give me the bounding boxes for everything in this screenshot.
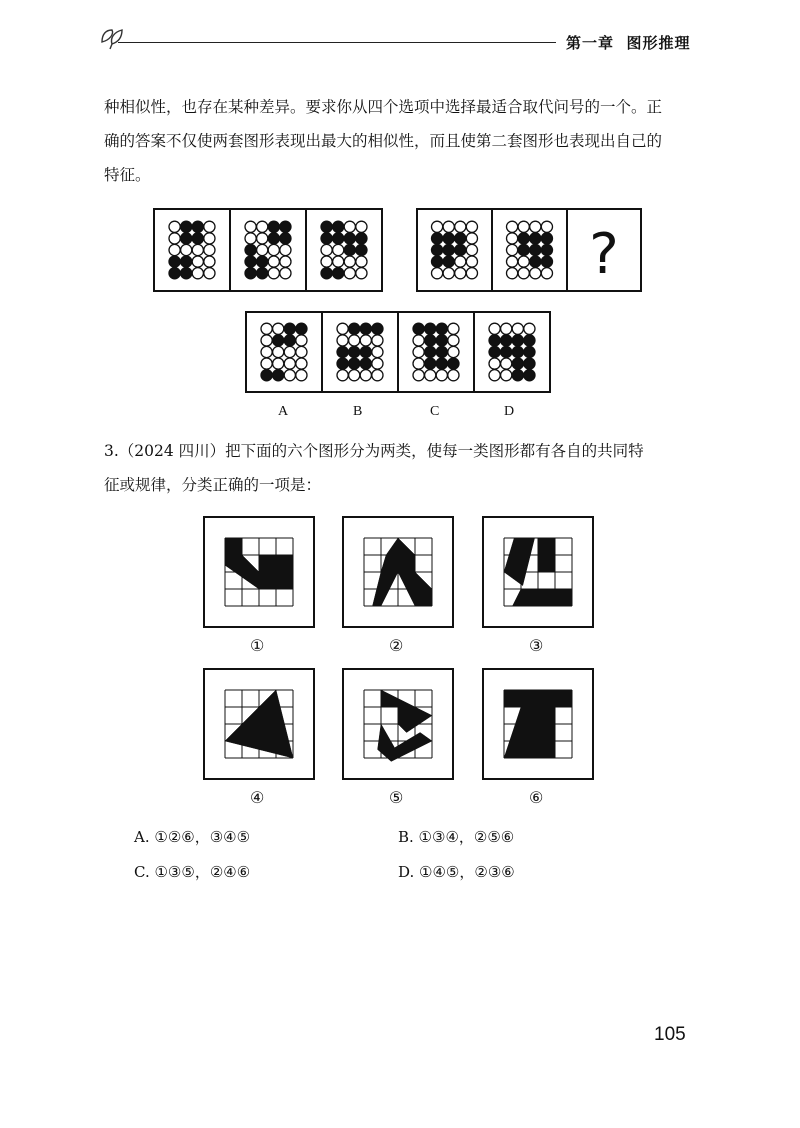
sprout-icon [96,22,126,50]
q2-set2-panel2-dot [541,244,552,255]
q2-set2-panel2-dot [507,256,518,267]
q2-set1-panel3-dot [321,233,332,244]
q2-option-c-panel-dot [448,323,459,334]
q2-option-b-panel-dot [349,346,360,357]
q2-set1-panel2-dot [280,256,291,267]
q2-option-a-panel-dot [296,370,307,381]
q2-option-d-panel-dot [501,346,512,357]
q2-option-b-panel-dot [349,358,360,369]
q2-option-a-panel-dot [261,370,272,381]
q2-option-c-panel-dot [413,335,424,346]
q2-set2-panel2-dot [530,256,541,267]
q2-option-b-panel-dot [360,358,371,369]
q2-option-b-panel-dot [349,335,360,346]
q2-set2-panel2-dot [507,221,518,232]
intro-line-2: 确的答案不仅使两套图形表现出最大的相似性，而且使第二套图形也表现出自己的 [104,132,663,150]
q2-option-c-panel-dot [413,323,424,334]
q2-option-a-panel-dot [296,358,307,369]
q2-option-c-panel-dot [448,335,459,346]
q2-option-label-a: A [278,404,289,419]
q2-option-b-panel-dot [372,335,383,346]
q2-set2-panel2-dot [541,233,552,244]
q2-set1-panel3-dot [344,268,355,279]
q2-set1-panel3-dot [321,268,332,279]
q2-option-b-panel-dot [372,370,383,381]
q2-option-b-panel-dot [337,346,348,357]
q2-set2-panel2-dot [530,268,541,279]
q2-set2-panel1-dot [432,256,443,267]
q2-set1-panel3-dot [321,256,332,267]
q3-option-b[interactable]: B. ①③④，②⑤⑥ [398,828,515,846]
q3-figure-label-3: ③ [529,638,544,655]
q2-set1-panel3-dot [344,233,355,244]
q2-set1-panel1-dot [192,244,203,255]
q2-option-b-panel-dot [372,346,383,357]
q2-option-c-panel-dot [436,346,447,357]
q2-set2-panel1-dot [466,244,477,255]
q2-option-a-panel-dot [296,323,307,334]
q3-option-c[interactable]: C. ①③⑤，②④⑥ [134,863,251,881]
q2-option-d-panel-dot [489,358,500,369]
q2-set1-panel3-dot [321,221,332,232]
q3-option-a[interactable]: A. ①②⑥，③④⑤ [134,828,251,846]
q2-set1-panel2-dot [280,221,291,232]
q2-option-d-panel-dot [501,358,512,369]
q2-set2-panel2-dot [518,244,529,255]
q2-set1-panel3-dot [344,244,355,255]
q3-stem-line-2: 征或规律，分类正确的一项是： [104,476,322,494]
q2-set1-panel2-dot [245,256,256,267]
q2-option-b-panel-dot [337,358,348,369]
q2-set2-panel1-dot [443,244,454,255]
q2-set1-panel2-dot [257,244,268,255]
q2-option-a-panel-dot [261,358,272,369]
q2-option-b-panel-dot [349,370,360,381]
q2-set2-panel1-dot [466,268,477,279]
q2-set1-panel1-dot [192,268,203,279]
q2-set2-panel1-dot [443,256,454,267]
q3-figure-1 [203,516,315,628]
q2-set2-panel1-dot [466,233,477,244]
q2-set2-panel1-dot [466,221,477,232]
q2-option-a-panel-dot [273,370,284,381]
intro-line-1: 种相似性，也存在某种差异。要求你从四个选项中选择最适合取代问号的一个。正 [104,98,663,116]
q2-set2-panel1-dot [455,268,466,279]
q2-option-label-d: D [504,404,515,419]
q2-set1-panel3-dot [333,221,344,232]
q2-set2-panel1-dot [443,268,454,279]
q3-figure-4 [203,668,315,780]
q2-option-b-panel-dot [337,335,348,346]
q2-set2-panel2-dot [530,233,541,244]
q3-figure-label-1: ① [250,638,265,655]
q2-option-b-panel-dot [360,335,371,346]
q2-option-a-panel-dot [261,323,272,334]
q2-option-b-panel-dot [360,370,371,381]
q3-option-d[interactable]: D. ①④⑤，②③⑥ [398,863,515,881]
q2-set2-panel1-dot [455,256,466,267]
q2-option-label-b: B [353,404,363,419]
q2-set1-panel3-dot [356,221,367,232]
q2-option-d-panel-dot [501,370,512,381]
q3-stem-line-1: 3.（2024 四川）把下面的六个图形分为两类，使每一类图形都有各自的共同特 [104,442,644,460]
q2-set1-panel3-dot [356,233,367,244]
q2-set1-panel2-dot [257,233,268,244]
q2-option-b-panel-dot [337,323,348,334]
q2-option-d-panel-dot [512,358,523,369]
chapter-number: 第一章 [566,34,615,52]
q2-option-d-panel-dot [524,370,535,381]
q2-option-a-panel-dot [296,346,307,357]
q2-set2-panel2-dot [507,233,518,244]
q2-option-c-panel-dot [425,335,436,346]
q2-set2-panel1-dot [455,221,466,232]
q2-option-c-panel-dot [436,335,447,346]
q2-set1-panel1-dot [181,233,192,244]
q2-set1-panel1-dot [169,244,180,255]
q2-option-c-panel-dot [436,358,447,369]
q2-set1-panel3-dot [333,268,344,279]
q2-set2-panel2-dot [518,268,529,279]
q2-set2-panel2-dot [541,268,552,279]
q2-option-d-panel-dot [489,346,500,357]
q2-set1-panel2-dot [257,268,268,279]
intro-line-3: 特征。 [104,166,151,184]
q3-figure-5 [342,668,454,780]
header-rule [118,42,556,43]
q2-option-c-panel-dot [425,358,436,369]
q2-option-a-panel-dot [273,323,284,334]
q2-option-d-panel-dot [524,323,535,334]
q2-set1-panel2-dot [245,244,256,255]
chapter-header [566,32,690,53]
q2-option-c-panel-dot [448,346,459,357]
q2-set2-panel2-dot [518,233,529,244]
q2-set2-panel2-dot [518,256,529,267]
q2-set1-panel1-dot [204,244,215,255]
q2-set1-panel1-dot [181,268,192,279]
q2-set1-panel2-dot [245,221,256,232]
q2-set1-panel2-dot [257,256,268,267]
q2-option-a-panel-dot [284,358,295,369]
q2-option-a-panel-dot [284,370,295,381]
q2-set2-panel1-dot [432,233,443,244]
q2-option-d-panel-dot [512,335,523,346]
q2-option-a-panel-dot [273,346,284,357]
q2-option-d-panel-dot [512,323,523,334]
q2-set1-panel1-dot [204,221,215,232]
q2-set1-panel1-dot [192,221,203,232]
q2-set1-panel2-dot [268,233,279,244]
q2-set1-panel2-dot [268,221,279,232]
page-number: 105 [654,1024,686,1045]
q2-option-c-panel-dot [413,370,424,381]
q2-option-d-panel-dot [489,370,500,381]
q2-set2-panel2-dot [518,221,529,232]
q2-set1-panel1-dot [204,233,215,244]
q2-option-b-panel-dot [360,323,371,334]
q2-second-set [416,209,642,293]
q2-option-a-panel-dot [284,346,295,357]
q2-set2-panel1-dot [455,244,466,255]
q2-set1-panel1-dot [169,268,180,279]
q2-set2-panel1-dot [432,221,443,232]
q2-option-c-panel-dot [448,358,459,369]
q2-set1-panel2-dot [268,244,279,255]
q2-set1-panel3-dot [333,244,344,255]
q2-option-c-panel-dot [425,346,436,357]
q2-option-label-c: C [430,404,440,419]
q2-set1-panel3-dot [321,244,332,255]
q2-set1-panel2-dot [280,268,291,279]
q2-set1-panel1-dot [181,221,192,232]
q2-option-b-panel-dot [349,323,360,334]
q2-set1-panel1-dot [181,256,192,267]
q3-figure-3 [482,516,594,628]
q3-figure-label-6: ⑥ [529,790,544,807]
q2-option-c-panel-dot [425,323,436,334]
q2-set1-panel3-dot [356,244,367,255]
q2-set2-panel1-dot [432,244,443,255]
q2-option-c-panel-dot [425,370,436,381]
q2-set2-panel1-dot [443,233,454,244]
q2-option-c-panel-dot [413,358,424,369]
q2-set1-panel3-dot [356,268,367,279]
q2-set2-panel1-dot [455,233,466,244]
q2-set1-panel1-dot [181,244,192,255]
q2-set1-panel1-dot [169,221,180,232]
q3-figure-6 [482,668,594,780]
q2-first-set [153,209,383,293]
q2-set1-panel1-dot [192,256,203,267]
chapter-title: 图形推理 [626,34,691,52]
q2-set2-panel2-dot [507,268,518,279]
q2-option-a-panel-dot [284,323,295,334]
q2-option-d-panel-dot [501,323,512,334]
q2-option-b-panel-dot [372,323,383,334]
q2-set1-panel2-dot [268,256,279,267]
q2-option-a-panel-dot [273,335,284,346]
q2-set1-panel2-dot [245,233,256,244]
q2-option-d-panel-dot [524,335,535,346]
q2-set1-panel3-dot [344,256,355,267]
q2-option-d-panel-dot [524,358,535,369]
q2-option-c-panel-dot [448,370,459,381]
q2-option-d-panel-dot [501,335,512,346]
q2-set1-panel2-dot [268,268,279,279]
q2-set1-panel1-dot [169,233,180,244]
q2-option-d-panel-dot [489,323,500,334]
q2-option-b-panel-dot [360,346,371,357]
q2-set2-panel1-dot [466,256,477,267]
q2-set1-panel1-dot [169,256,180,267]
q2-set1-panel2-dot [280,233,291,244]
q2-option-b-panel-dot [372,358,383,369]
q2-option-b-panel-dot [337,370,348,381]
q2-option-c-panel-dot [413,346,424,357]
q2-set1-panel3-dot [356,256,367,267]
q2-set2-panel2-dot [507,244,518,255]
q2-set1-panel3-dot [344,221,355,232]
q2-option-d-panel-dot [524,346,535,357]
q2-set2-panel1-dot [432,268,443,279]
q2-set1-panel1-dot [204,256,215,267]
q3-figure-label-2: ② [389,638,404,655]
q2-set1-panel3-dot [333,256,344,267]
q2-set1-panel1-dot [204,268,215,279]
q2-set2-panel1-dot [443,221,454,232]
q2-option-c-panel-dot [436,323,447,334]
q3-figure-label-5: ⑤ [389,790,404,807]
q2-set2-panel2-dot [530,244,541,255]
q2-option-a-panel-dot [261,346,272,357]
q2-set1-panel2-dot [245,268,256,279]
q2-option-figures [245,312,549,394]
q2-option-d-panel-dot [512,370,523,381]
q2-question-mark: ? [589,222,619,287]
q2-option-a-panel-dot [261,335,272,346]
q3-figure-2 [342,516,454,628]
q2-option-c-panel-dot [436,370,447,381]
q2-option-a-panel-dot [284,335,295,346]
q2-option-a-panel-dot [273,358,284,369]
q2-option-a-panel-dot [296,335,307,346]
q2-set1-panel2-dot [280,244,291,255]
q2-set2-panel2-dot [530,221,541,232]
q2-option-d-panel-dot [512,346,523,357]
q2-set2-panel2-dot [541,256,552,267]
q2-set1-panel1-dot [192,233,203,244]
q2-set1-panel2-dot [257,221,268,232]
q2-set2-panel2-dot [541,221,552,232]
q2-option-d-panel-dot [489,335,500,346]
q2-set1-panel3-dot [333,233,344,244]
q3-figure-label-4: ④ [250,790,265,807]
